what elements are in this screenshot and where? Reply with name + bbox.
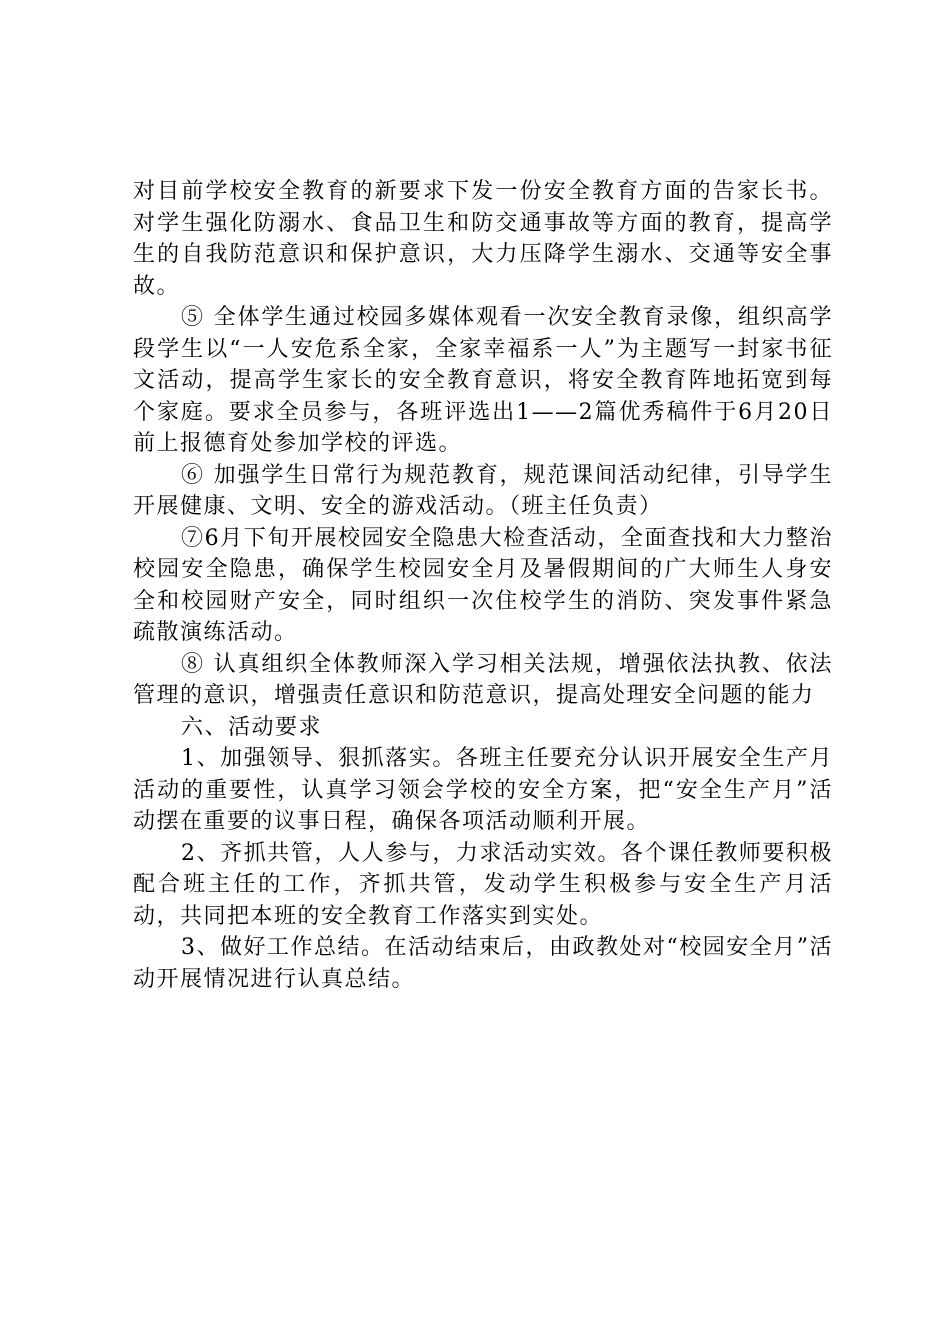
paragraph-item-8: ⑧ 认真组织全体教师深入学习相关法规，增强依法执教、依法管理的意识，增强责任意识和防范意识，提高处理安全问题的能力 bbox=[133, 651, 833, 708]
requirement-1: 1、加强领导、狠抓落实。各班主任要充分认识开展安全生产月活动的重要性，认真学习领会学校的安全方案，把“安全生产月”活动摆在重要的议事日程，确保各项活动顺利开展。 bbox=[133, 746, 833, 834]
requirement-3: 3、做好工作总结。在活动结束后，由政教处对“校园安全月”活动开展情况进行认真总结。 bbox=[133, 935, 833, 992]
document-body bbox=[133, 176, 833, 995]
paragraph-item-6: ⑥ 加强学生日常行为规范教育，规范课间活动纪律，引导学生开展健康、文明、安全的游戏活动。（班主任负责） bbox=[133, 462, 833, 519]
section-heading-requirements: 六、活动要求 bbox=[181, 714, 323, 740]
requirement-2: 2、齐抓共管，人人参与，力求活动实效。各个课任教师要积极配合班主任的工作，齐抓共管，发动学生积极参与安全生产月活动，共同把本班的安全教育工作落实到实处。 bbox=[133, 840, 833, 929]
paragraph-item-5: ⑤ 全体学生通过校园多媒体观看一次安全教育录像，组织高学段学生以“一人安危系全家，全家幸福系一人”为主题写一封家书征文活动，提高学生家长的安全教育意识，将安全教育阵地拓宽到每个家庭。要求全员参与，各班评选出1——2篇优秀稿件于6月20日前上报德育处参加学校的评选。 bbox=[133, 305, 833, 456]
paragraph-continuation: 对目前学校安全教育的新要求下发一份安全教育方面的告家长书。对学生强化防溺水、食品卫生和防交通事故等方面的教育，提高学生的自我防范意识和保护意识，大力压降学生溺水、交通等安全事故。 bbox=[133, 179, 833, 299]
paragraph-item-7: ⑦6月下旬开展校园安全隐患大检查活动，全面查找和大力整治校园安全隐患，确保学生校园安全月及暑假期间的广大师生人身安全和校园财产安全，同时组织一次住校学生的消防、突发事件紧急疏散演练活动。 bbox=[133, 525, 833, 645]
